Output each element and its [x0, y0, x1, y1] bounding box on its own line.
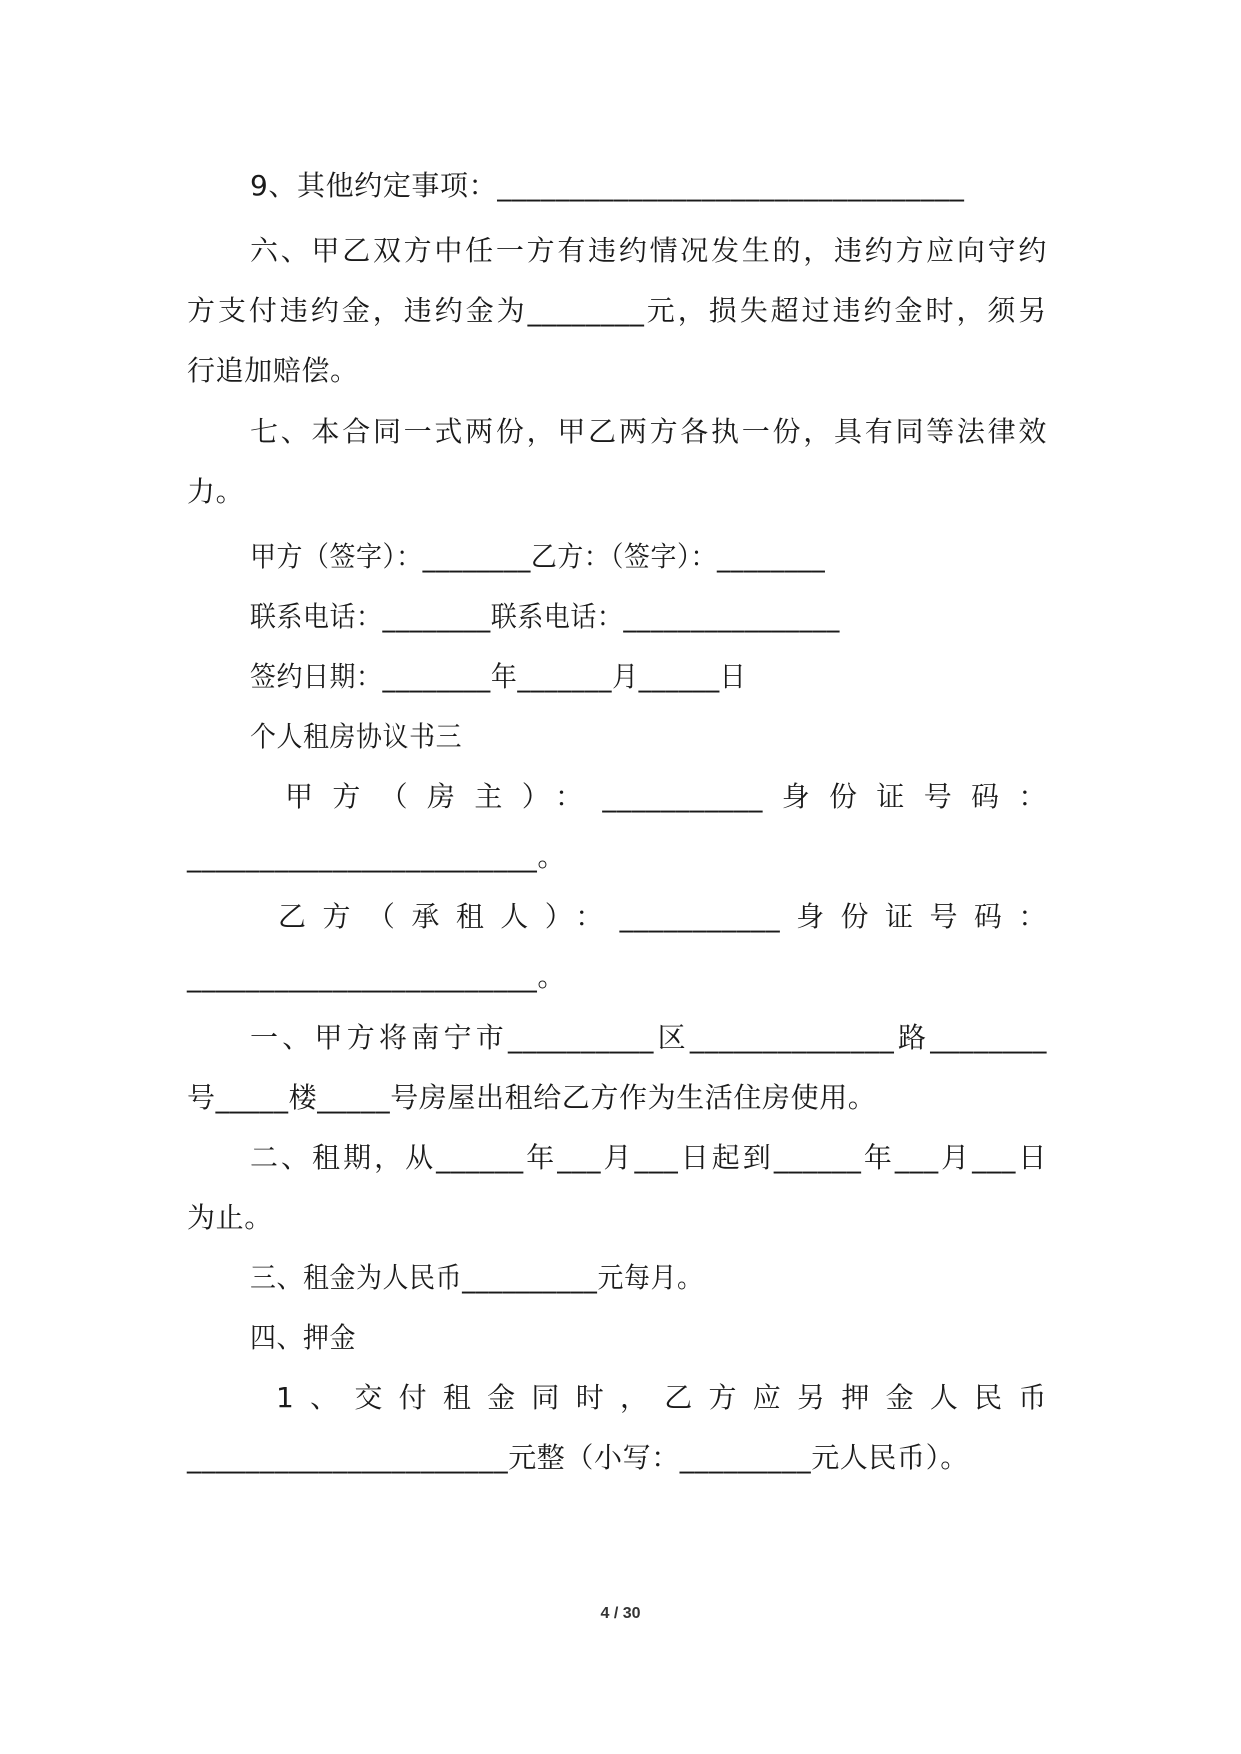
party-a-line-2: ________________________。 [187, 840, 566, 873]
sign-date-line: 签约日期：________年_______月______日 [250, 660, 747, 693]
clause-four-title: 四、押金 [250, 1321, 357, 1354]
phone-line: 联系电话：________联系电话：________________ [250, 600, 840, 633]
clause-six-line-1: 六、甲乙双方中任一方有违约情况发生的，违约方应向守约 [250, 234, 1047, 267]
clause-one-line-2: 号_____楼_____号房屋出租给乙方作为生活住房使用。 [187, 1081, 877, 1114]
clause-three: 三、租金为人民币__________元每月。 [250, 1261, 704, 1294]
page-number: 4 / 30 [600, 1605, 641, 1622]
clause-other-items: 9、其他约定事项：________________________________ [250, 169, 965, 202]
clause-seven-line-2: 力。 [187, 475, 245, 508]
party-b-line-2: ________________________。 [187, 960, 566, 993]
signature-line: 甲方（签字）：________乙方：（签字）：________ [250, 540, 826, 573]
clause-two-line-2: 为止。 [187, 1201, 273, 1234]
deposit-line-1: 1、交付租金同时，乙方应另押金人民币 [276, 1381, 1047, 1414]
party-b-line-1: 乙方（承租人）：___________身份证号码： [278, 900, 1047, 933]
clause-six-line-3: 行追加赔偿。 [187, 354, 359, 387]
clause-two-line-1: 二、租期，从______年___月___日起到______年___月___日 [250, 1141, 1047, 1174]
section-title: 个人租房协议书三 [250, 720, 463, 753]
deposit-line-2: ______________________元整（小写：_________元人民币）。 [187, 1441, 969, 1474]
clause-six-line-2: 方支付违约金，违约金为________元，损失超过违约金时，须另 [187, 294, 1047, 327]
party-a-line-1: 甲方（房主）：___________身份证号码： [285, 780, 1047, 813]
clause-one-line-1: 一、甲方将南宁市__________区______________路________ [250, 1021, 1047, 1054]
clause-seven-line-1: 七、本合同一式两份，甲乙两方各执一份，具有同等法律效 [250, 415, 1047, 448]
